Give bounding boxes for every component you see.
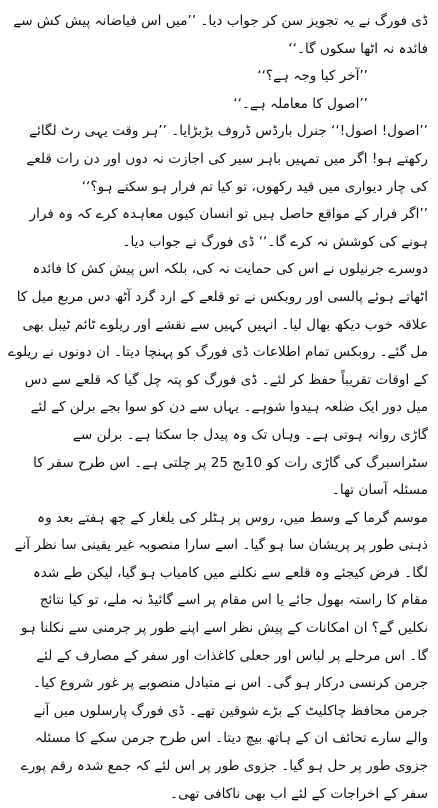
paragraph-chocolate-trade: جرمن محافظ چاکلیٹ کے بڑے شوقین تھے۔ ڈی فورگ پارسلوں میں آنے والے سارے تحائف ان کے ہاتھ بیچ دیتا۔ اس طرح جرمن سکے کا مسئلہ جزوی طور پر حل ہو گیا۔ جزوی طور پر اس لئے کہ جمع شدہ رقم پورے سفر کے اخراجات کے لئے اب بھی ناکافی تھی۔ <box>20 702 428 802</box>
paragraph-general-grumbles: ’’اصول! اصول!‘‘ جنرل بارڈس ڈروف بڑبڑایا۔ ’’ہر وقت یہی رٹ لگائے رکھتے ہو! اگر میں تمہیں باہر سیر کی اجازت نہ دوں اور دن رات قلعے کی چار دیواری میں قید رکھوں، تو کیا تم فرار ہو سکتے ہو؟‘‘ <box>26 123 428 195</box>
urdu-text-column <box>8 8 428 808</box>
paragraph-midsummer-plan: موسم گرما کے وسط میں، روس پر ہٹلر کی یلغار کے چھ ہفتے بعد وہ ذہنی طور پر پریشان سا ہو گیا۔ اسے سارا منصوبہ غیر یقینی سا نظر آنے لگا۔ فرض کیجئے وہ قلعے سے نکلنے میں کامیاب ہو گیا، لیکن طے شدہ مقام کا راستہ بھول جائے یا اس مقام پر اسے گائیڈ نہ ملے، تو کیا نتائج نکلیں گے؟ ان امکانات کے پیش نظر اسے اپنے طور پر جرمنی سے نکلنا ہو گا۔ اس مرحلے پر لباس اور جعلی کاغذات اور سفر کے مصارف کے لئے جرمن کرنسی درکار ہو گی۔ اس نے متبادل منصوبے پر غور شروع کیا۔ <box>14 509 428 692</box>
paragraph-de-forges-reply: ڈی فورگ نے یہ تجویز سن کر جواب دیا۔ ’’میں اس فیاضانہ پیش کش سے فائدہ نہ اٹھا سکوں گا۔‘‘ <box>13 13 428 57</box>
paragraph-question-why: ’’آخر کیا وجہ ہے؟‘‘ <box>257 68 368 85</box>
paragraph-matter-of-principle: ’’اصول کا معاملہ ہے۔‘‘ <box>233 95 368 112</box>
paragraph-other-generals: دوسرے جرنیلوں نے اس کی حمایت نہ کی، بلکہ اس پیش کش کا فائدہ اٹھاتے ہوئے پالسی اور روبکس نے تو قلعے کے ارد گرد آٹھ دس مربع میل کا علاقہ خوب دیکھ بھال لیا۔ انہیں کہیں سے نقشے اور ریلوے ٹائم ٹیبل بھی مل گئے۔ روبکس تمام اطلاعات ڈی فورگ کو پہنچا دیتا۔ ان دونوں نے ریلوے کے اوقات تقریباً حفظ کر لئے۔ ڈی فورگ کو پتہ چل گیا کہ قلعے سے دس میل دور ایک ضلعہ ہیدوا شوہے۔ یہاں سے دن کو سوا بجے برلن کے لئے گاڑی روانہ ہوتی ہے۔ وہاں تک وہ پیدل جا سکتا ہے۔ برلن سے سٹراسبرگ کی گاڑی رات کو 10بج 25 پر چلتی ہے۔ اس طرح سفر کا مسئلہ آسان تھا۔ <box>8 261 428 499</box>
paragraph-escape-argument: ’’اگر فرار کے مواقع حاصل ہیں تو انسان کیوں معاہدہ کرے کہ وہ فرار ہونے کی کوشش نہ کرے گا۔‘‘ ڈی فورگ نے جواب دیا۔ <box>29 206 428 250</box>
